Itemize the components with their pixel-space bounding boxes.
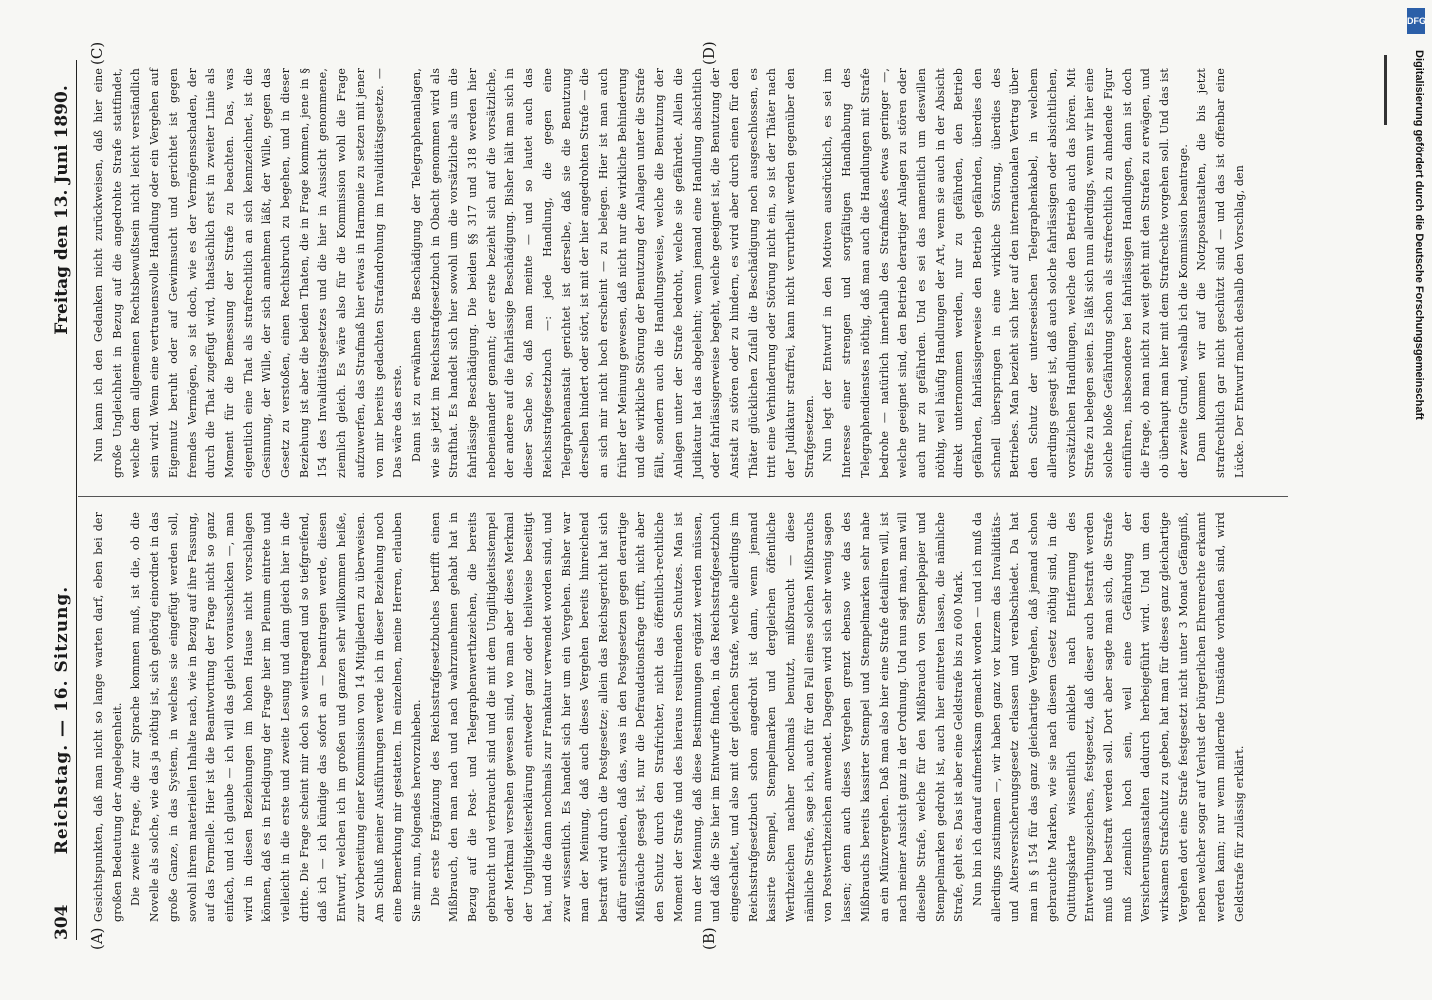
paragraph: Gesichtspunkten, daß man nicht so lange warten darf, eben bei der großen Bedeutung der Angelegenheit.: [92, 512, 124, 922]
digitization-credit: [1405, 10, 1427, 700]
header-rule: [76, 60, 77, 940]
scan-edge-mark: [1384, 55, 1387, 125]
page-header: [44, 60, 84, 940]
session-title: Reichstag. — 16. Sitzung.: [52, 585, 72, 855]
text-column-right: [90, 68, 1250, 478]
margin-marker-b: (B): [700, 927, 718, 950]
paragraph: Die zweite Frage, die zur Sprache kommen muß, ist die, ob die Novelle als solche, wie das ja nöthig ist, sich gehörig einordnet in das große Ganze, in das System, in welches sie eingefügt werden soll, sowohl ihrem materiellen Inhalte nach, wie in Bezug auf ihre Fassung, auf das Formelle. Hier ist die Beantwortung der Frage nicht so ganz einfach, und ich glaube — ich will das gleich vorausschicken —, man wird in diesen Beziehungen im hohen Hause nicht vorschlagen können, daß es in Erledigung der Frage hier im Plenum eintrete und vielleicht in die erste und zweite Lesung und dann gleich hier in die dritte. Die Frage scheint mir doch so weittragend und so tiefgreifend, daß ich — ich kündige das sofort an — beantragen werde, diesen Entwurf, welchen ich im großen und ganzen sehr willkommen heiße, zur Vorbereitung einer Kommission von 14 Mitgliedern zu überweisen. Am Schluß meiner Ausführungen werde ich in dieser Beziehung noch eine Bemerkung mir gestatten. Im einzelnen, meine Herren, erlauben Sie mir nun, folgendes hervorzuheben.: [129, 512, 423, 922]
paragraph: Nun bin ich darauf aufmerksam gemacht worden — und ich muß da allerdings zustimmen —, wir haben ganz vor kurzem das Invaliditäts- und Altersversicherungsgesetz erlassen und verabschiedet. Da hat man in § 154 für das ganz gleichartige Vergehen, daß jemand schon gebrauchte Marken, wie sie nach diesem Gesetz nöthig sind, in die Quittungskarte wissentlich einklebt nach Entfernung des Entwerthungszeichens, festgesetzt, daß dieser auch bestraft werden muß und bestraft werden soll. Dort aber sagte man sich, die Strafe muß ziemlich hoch sein, weil eine Gefährdung der Versicherungsanstalten dadurch herbeigeführt wird. Und um den wirksamen Strafschutz zu geben, hat man für dieses ganz gleichartige Vergehen dort eine Strafe festgesetzt nicht unter 3 Monat Gefängniß, neben welcher sogar auf Verlust der bürgerlichen Ehrenrechte erkannt werden kann; nur wenn mildernde Umstände vorhanden sind, wird Geldstrafe für zulässig erklärt.: [971, 512, 1246, 922]
paragraph: Nun kann ich den Gedanken nicht zurückweisen, daß hier eine große Ungleichheit in Bezug auf die angedrohte Strafe stattfindet, welche dem allgemeinen Rechtsbewußtsein nicht leicht verständlich sein wird. Wenn eine vertrauensvolle Handlung oder ein Vergehen auf Eigennutz beruht oder auf Gewinnsucht und gerichtet ist gegen fremdes Vermögen, so ist doch, wie es der Vermögensschaden, der durch die That zugefügt wird, thatsächlich erst in zweiter Linie als Moment für die Bemessung der Strafe zu beachten. Das, was eigentlich eine That als strafrechtlich an sich kennzeichnet, ist die Gesinnung, der Wille, der sich annehmen läßt, der Wille, gegen das Gesetz zu verstoßen, einen Rechtsbruch zu begehen, und in dieser Beziehung ist aber die beiden Thaten, die in Frage kommen, jene in § 154 des Invaliditätsgesetzes und die hier in Aussicht genommene, ziemlich gleich. Es wäre also für die Kommission wohl die Frage aufzuwerfen, das Strafmaß hier etwas in Harmonie zu setzen mit jener von mir bereits gedachten Strafandrohung im Invaliditätsgesetze. — Das wäre das erste.: [92, 68, 405, 478]
paragraph: Nun legt der Entwurf in den Motiven ausdrücklich, es sei im Interesse einer strengen und sorgfältigen Handhabung des Telegraphendienstes nöthig, daß man auch die Handlungen mit Strafe bedrohe — natürlich innerhalb des Strafmaßes etwas geringer —, welche geeignet sind, den Betrieb derartiger Anlagen zu stören oder auch nur zu gefährden. Und es sei das namentlich um deswillen nöthig, weil häufig Handlungen der Art, wenn sie auch in der Absicht direkt unternommen werden, nur zu gefährden, den Betrieb gefährden, fahrlässigerweise den Betrieb gefährden, überdies den schnell überspringen in eine wirkliche Störung, überdies des Betriebes. Man bezieht sich hier auf den internationalen Vertrag über den Schutz der unterseeischen Telegraphenkabel, in welchem allerdings gesagt ist, daß auch solche fahrlässigen oder absichtlichen, vorsätzlichen Handlungen, welche den Betrieb auch das hören. Mit Strafe zu belegen seien. Es läßt sich nun allerdings, wenn wir hier eine solche bloße Gefährdung schon als strafrechtlich zu ahndende Figur einführen, insbesondere bei fahrlässigen Handlungen, dann ist doch die Frage, ob man nicht zu weit geht mit den Strafen zu erwägen, und ob überhaupt man hier mit dem Strafrechte vorgehen soll. Und das ist der zweite Grund, weshalb ich die Kommission beantrage.: [821, 68, 1190, 478]
page-number: 304: [52, 904, 72, 940]
paragraph: Dann ist zu erwähnen die Beschädigung der Telegraphenanlagen, wie sie jetzt im Reichsstrafgesetzbuch in Obacht genommen wird als Strafthat. Es handelt sich hier sowohl um die vorsätzliche als um die fahrlässige Beschädigung. Die beiden §§ 317 und 318 werden hier nebeneinander genannt; der erste bezieht sich auf die vorsätzliche, der andere auf die fahrlässige Beschädigung. Bisher hält man sich in dieser Sache so, daß man meinte — und so lautet auch das Reichsstrafgesetzbuch —: jede Handlung, die gegen eine Telegraphenanstalt gerichtet ist derselbe, daß sie die Benutzung derselben hindert oder stört, ist mit der hier angedrohten Strafe — die an sich mir nicht hoch erscheint — zu belegen. Hier ist man auch früher der Meinung gewesen, daß nicht nur die wirkliche Behinderung und die wirkliche Störung der Benutzung der Anlagen unter die Strafe fällt, sondern auch die Handlungsweise, welche die Benutzung der Anlagen unter der Strafe bedroht, welche sie gefährdet. Allein die Judikatur hat das abgelehnt; wenn jemand eine Handlung absichtlich oder fahrlässigerweise begeht, welche geeignet ist, die Benutzung der Anstalt zu stören oder zu hindern, es wird aber durch einen für den Thäter glücklichen Zufall die Beschädigung noch ausgeschlossen, es tritt eine Verhinderung oder Störung nicht ein, so ist der Thäter nach der Judikatur straffrei, kann nicht verurtheilt werden gegenüber den Strafgesetzen.: [409, 68, 816, 478]
dfg-logo: DFG: [1407, 8, 1425, 34]
credit-text: Digitalisierung gefördert durch die Deutsche Forschungsgemeinschaft: [1413, 50, 1425, 420]
paragraph: Dann kommen wir auf die Notzpostanstalten, die bis jetzt strafrechtlich gar nicht geschützt sind — und das ist offenbar eine Lücke. Der Entwurf macht deshalb den Vorschlag, den: [1195, 68, 1246, 478]
column-divider: [78, 496, 1288, 497]
paragraph: Die erste Ergänzung des Reichsstrafgesetzbuches betrifft einen Mißbrauch, den man nach und nach wahrzunehmen gehabt hat in Bezug auf die Post- und Telegraphenwerthzeichen, die bereits gebraucht und verbraucht sind und die mit dem Ungiltigkeitsstempel oder Merkmal versehen gewesen sind, wo man aber dieses Merkmal der Ungiltigkeitserklärung entweder ganz oder theilweise beseitigt hat, und die dann nochmals zur Frankatur verwendet worden sind, und zwar wissentlich. Es handelt sich hier um ein Vergehen. Bisher war man der Meinung, daß auch dieses Vergehen bereits hinreichend bestraft wird durch die Postgesetze; allein das Reichsgericht hat sich dafür entschieden, daß das, was in den Postgesetzen gegen derartige Mißbräuche gesagt ist, nur die Defraudationsfrage trifft, nicht aber den Schutz durch den Strafrichter, nicht das öffentlich-rechtliche Moment der Strafe und des hieraus resultirenden Schutzes. Man ist nun der Meinung, daß diese Bestimmungen ergänzt werden müssen, und daß die Sie hier im Entwurfe finden, in das Reichsstrafgesetzbuch eingeschaltet, und also mit der gleichen Strafe, welche allerdings im Reichsstrafgesetzbuch schon angedroht ist dann, wenn jemand kassirte Stempel, Stempelmarken und dergleichen öffentliche Werthzeichen nachher nochmals benutzt, mißbraucht — diese nämliche Strafe, sage ich, auch für den Fall eines solchen Mißbrauchs von Postwerthzeichen anwendet. Dagegen wird sich sehr wenig sagen lassen; denn auch dieses Vergehen grenzt ebenso wie das des Mißbrauchs bereits kassirter Stempel und Stempelmarken sehr nahe an ein Münzvergehen. Daß man also hier eine Strafe detailiren will, ist nach meiner Ansicht ganz in der Ordnung. Und nun sagt man, man will dieselbe Strafe, welche für den Mißbrauch von Stempelpapier und Stempelmarken gedroht ist, auch hier eintreten lassen, die nämliche Strafe, geht es. Das ist aber eine Geldstrafe bis zu 600 Mark.: [428, 512, 966, 922]
text-column-left: [90, 512, 1250, 922]
session-date: Freitag den 13. Juni 1890.: [52, 85, 72, 335]
margin-marker-a: (A): [88, 927, 106, 950]
margin-marker-c: (C): [88, 41, 106, 65]
margin-marker-d: (D): [700, 41, 718, 65]
